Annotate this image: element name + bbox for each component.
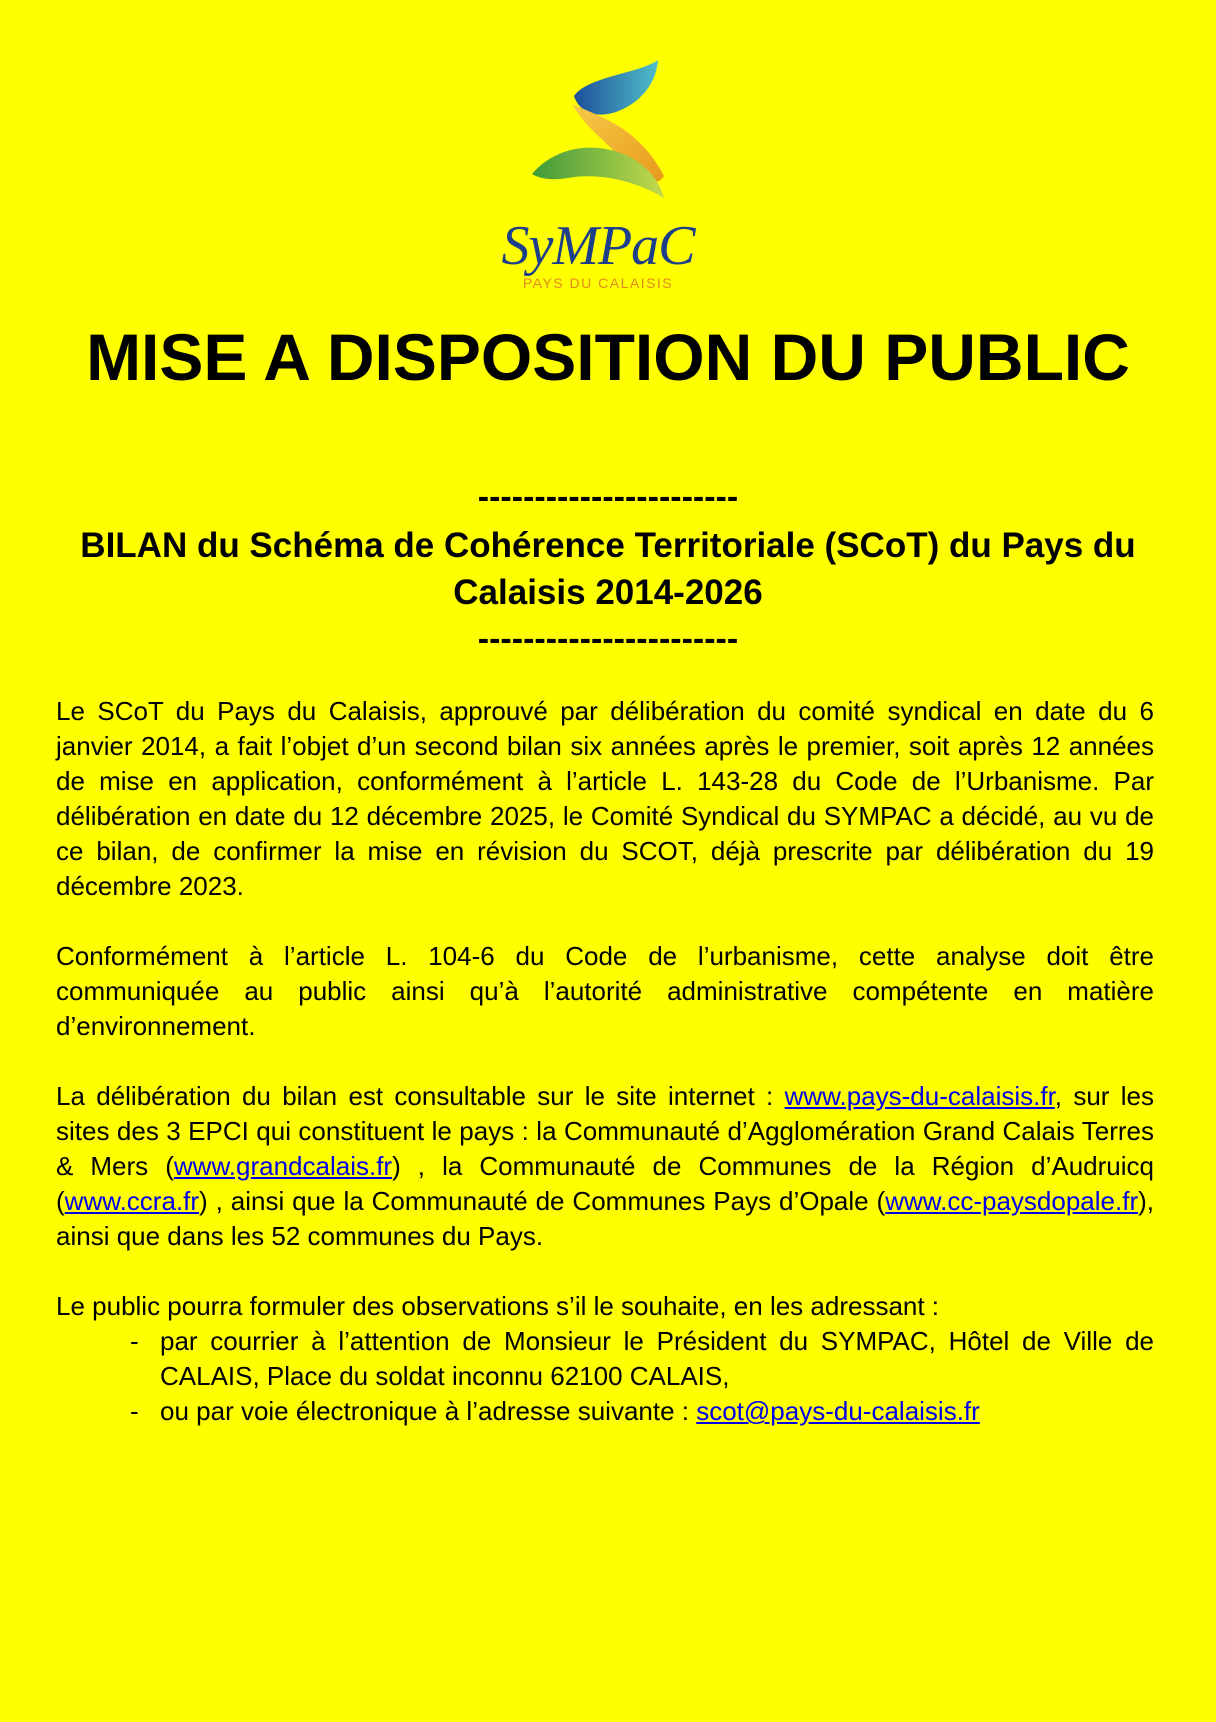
separator-top: ----------------------- [477,478,739,516]
link-grandcalais[interactable]: www.grandcalais.fr [173,1151,393,1181]
page-subtitle: BILAN du Schéma de Cohérence Territoriale (SCoT) du Pays du Calaisis 2014-2026 [80,526,1136,612]
observation-methods-list [56,1324,1154,1429]
notice-body [56,694,1154,1429]
paragraph-communication: Conformément à l’article L. 104-6 du Code de l’urbanisme, cette analyse doit être communiquée au public ainsi qu’à l’autorité administrative compétente en matière d’environnement. [56,941,1154,1041]
list-item-email-text: ou par voie électronique à l’adresse suivante : [160,1396,697,1426]
text-segment: ) , ainsi que la Communauté de Communes Pays d’Opale ( [199,1186,886,1216]
link-pays-du-calaisis[interactable]: www.pays-du-calaisis.fr [784,1081,1055,1111]
ribbon-logo-icon [488,56,708,216]
sympac-logo [488,56,708,296]
text-segment: , sur les sites des 3 EPCI qui constituent le pays : la Communauté d’Agglomération Grand Calais Terres & Mers ( [56,1081,1154,1181]
logo-wordmark: SyMPaC [501,215,695,277]
dash-marker: - [130,1326,139,1356]
text-segment: ), ainsi que dans les 52 communes du Pays. [56,1186,1154,1251]
paragraph-approval: Le SCoT du Pays du Calaisis, approuvé par délibération du comité syndical en date du 6 janvier 2014, a fait l’objet d’un second bilan six années après le premier, soit après 12 années de mise en application, conformément à l’article L. 143-28 du Code de l’Urbanisme. Par délibération en date du 12 décembre 2025, le Comité Syndical du SYMPAC a décidé, au vu de ce bilan, de confirmer la mise en révision du SCOT, déjà prescrite par délibération du 19 décembre 2023. [56,696,1154,901]
list-item-mail [56,1324,1154,1394]
link-cc-paysdopale[interactable]: www.cc-paysdopale.fr [885,1186,1139,1216]
list-item-email [56,1394,1154,1429]
link-ccra[interactable]: www.ccra.fr [64,1186,200,1216]
list-item-mail-text: par courrier à l’attention de Monsieur le Président du SYMPAC, Hôtel de Ville de CALAIS, Place du soldat inconnu 62100 CALAIS, [160,1326,1154,1391]
email-link[interactable]: scot@pays-du-calaisis.fr [696,1396,980,1426]
paragraph-observations [56,1289,1154,1429]
page-title: MISE A DISPOSITION DU PUBLIC [86,320,1130,394]
paragraph-consultation [56,1079,1154,1254]
text-segment: ) , la Communauté de Communes de la Région d’Audruicq ( [56,1151,1154,1216]
dash-marker: - [130,1396,139,1426]
text-segment: La délibération du bilan est consultable sur le site internet : [56,1081,785,1111]
separator-bottom: ----------------------- [477,620,739,658]
observations-intro: Le public pourra formuler des observations s’il le souhaite, en les adressant : [56,1291,940,1321]
logo-subtitle: PAYS DU CALAISIS [522,275,674,291]
